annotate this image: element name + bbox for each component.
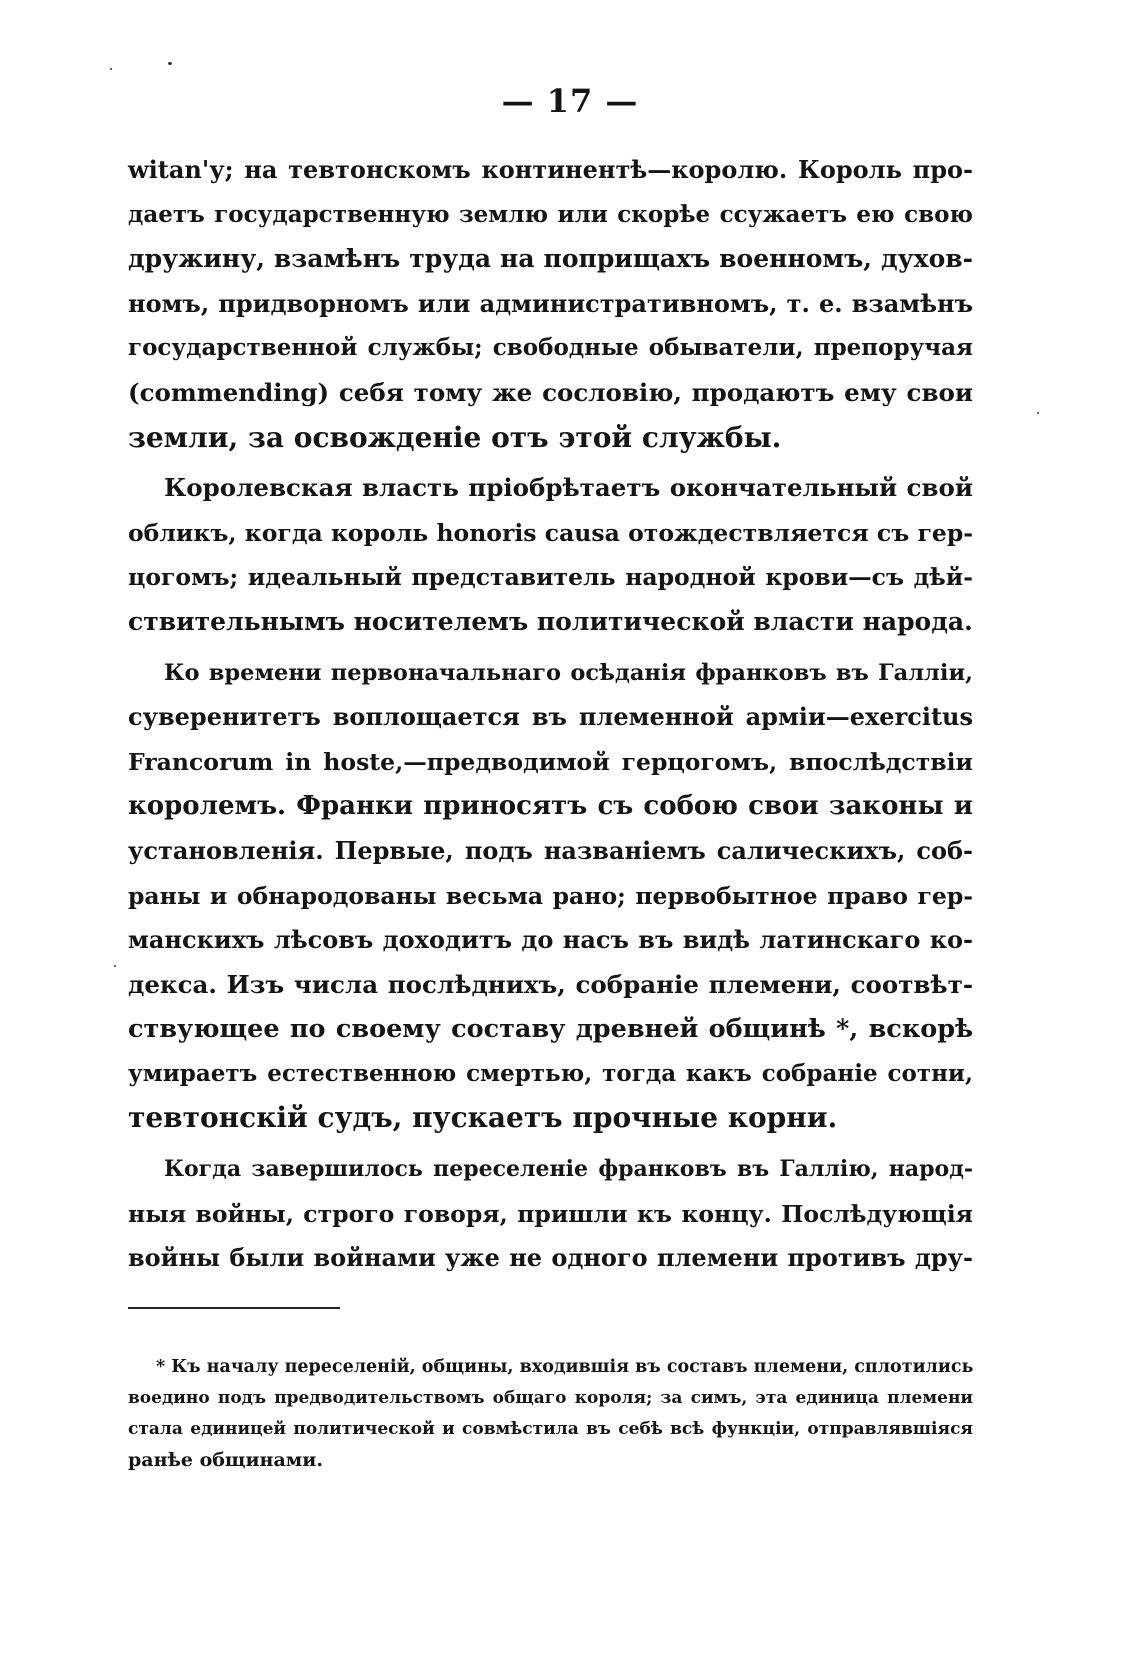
paragraph-4 [128, 1147, 973, 1281]
text-line: манскихъ лѣсовъ доходитъ до насъ въ видѣ латинскаго ко- [128, 925, 973, 955]
text-line: установленія. Первые, подъ названіемъ салическихъ, соб- [128, 835, 973, 865]
text-line: Королевская власть пріобрѣтаетъ окончательный свой [164, 473, 973, 503]
text-line: дружину, взамѣнъ труда на поприщахъ военномъ, духов- [128, 244, 973, 274]
footnote-line: ранѣе общинами. [128, 1449, 323, 1471]
paragraph-1 [128, 148, 973, 460]
text-line: декса. Изъ числа послѣднихъ, собраніе племени, соотвѣт- [128, 969, 973, 999]
text-line: Francorum in hoste,—предводимой герцогомъ, впослѣдствіи [128, 747, 973, 776]
print-speck [114, 965, 116, 967]
text-line: witan'у; на тевтонскомъ континентѣ—королю. Король про- [128, 155, 973, 184]
text-line: Ко времени первоначальнаго осѣданія франковъ въ Галліи, [164, 659, 973, 686]
text-line: ныя войны, строго говоря, пришли къ концу. Послѣдующія [128, 1199, 973, 1228]
text-line: королемъ. Франки приносятъ съ собою свои законы и [128, 791, 973, 822]
footnote [128, 1352, 973, 1476]
footnote-line: * Къ началу переселеній, общины, входившія въ составъ племени, сплотились [156, 1357, 974, 1377]
print-speck [168, 62, 172, 65]
paragraph-3 [128, 651, 973, 1142]
print-speck [110, 68, 112, 70]
text-line: ствующее по своему составу древней общинѣ *, вскорѣ [128, 1014, 973, 1045]
text-line: обликъ, когда король honoris causa отождествляется съ гер- [128, 518, 973, 547]
text-line: номъ, придворномъ или административномъ, т. е. взамѣнъ [128, 288, 973, 318]
footnote-divider [128, 1307, 340, 1309]
page-number: — 17 — [501, 82, 639, 120]
paragraph-2 [128, 466, 973, 644]
text-line: войны были войнами уже не одного племени противъ дру- [128, 1243, 973, 1273]
text-line: тевтонскій судъ, пускаетъ прочные корни. [128, 1101, 838, 1135]
text-line: умираетъ естественною смертью, тогда какъ собраніе сотни, [128, 1059, 973, 1087]
text-line: (commending) себя тому же сословію, продаютъ ему свои [128, 377, 973, 407]
text-line: земли, за освожденіе отъ этой службы. [128, 420, 782, 454]
text-line: раны и обнародованы весьма рано; первобытное право гер- [128, 881, 973, 910]
footnote-line: воедино подъ предводительствомъ общаго короля; за симъ, эта единица племени [128, 1388, 973, 1408]
print-speck [1037, 412, 1039, 414]
text-line: Когда завершилось переселеніе франковъ въ Галлію, народ- [164, 1156, 973, 1183]
text-line: цогомъ; идеальный представитель народной крови—съ дѣй- [128, 563, 973, 592]
footnote-line: стала единицей политической и совмѣстила въ себѣ всѣ функціи, отправлявшіяся [128, 1419, 973, 1439]
text-line: даетъ государственную землю или скорѣе ссужаетъ ею свою [128, 200, 973, 228]
body-text [128, 148, 973, 1281]
text-line: государственной службы; свободные обыватели, препоручая [128, 334, 973, 362]
text-line: ствительнымъ носителемъ политической власти народа. [128, 606, 973, 636]
text-line: суверенитетъ воплощается въ племенной арміи—exercitus [128, 702, 973, 732]
